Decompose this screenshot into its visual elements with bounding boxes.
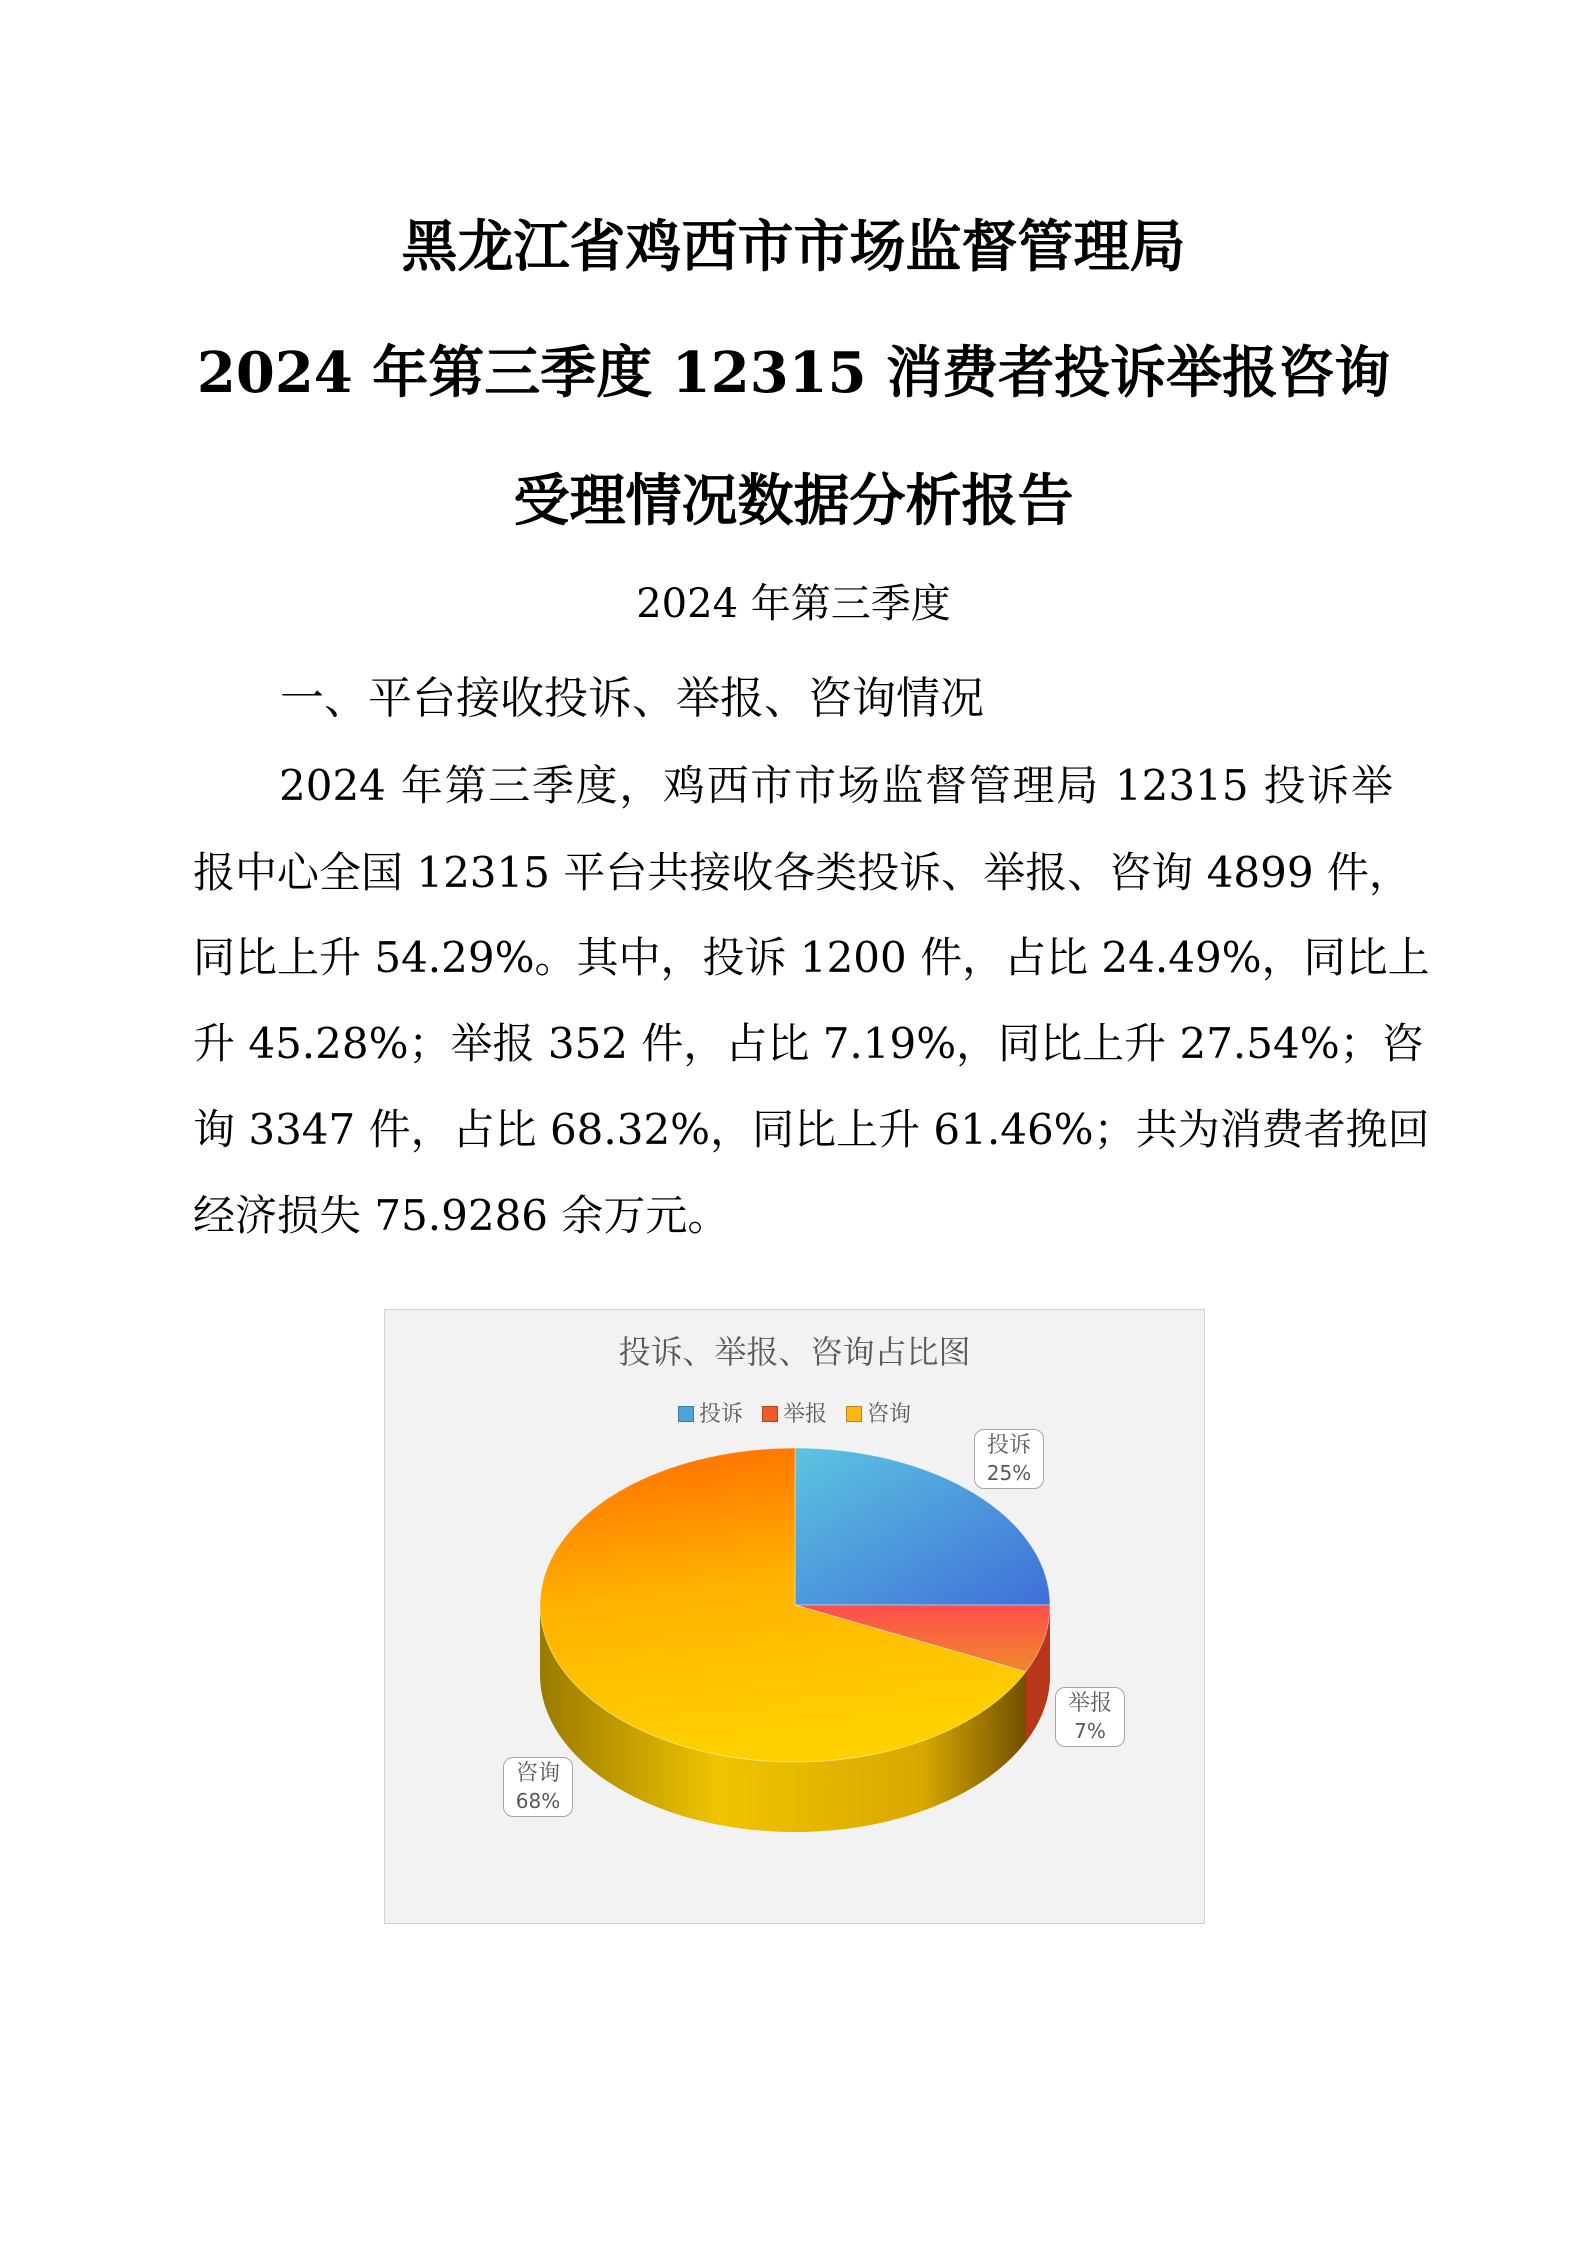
paragraph-line: 询 3347 件，占比 68.32%，同比上升 61.46%；共为消费者挽回 [193,1105,1430,1154]
data-label-value: 68% [515,1789,561,1813]
data-label-name: 咨询 [515,1761,560,1786]
paragraph-line: 升 45.28%；举报 352 件，占比 7.19%，同比上升 27.54%；咨 [193,1019,1424,1068]
legend-label-report: 举报 [782,1402,827,1427]
report-period: 2024 年第三季度 [636,581,951,627]
data-label-complaint [974,1429,1044,1489]
data-label-value: 7% [1074,1719,1106,1743]
page-title-line-1: 黑龙江省鸡西市市场监督管理局 [401,214,1186,280]
paragraph-line: 2024 年第三季度，鸡西市市场监督管理局 12315 投诉举 [279,761,1393,810]
paragraph-line: 经济损失 75.9286 余万元。 [193,1191,730,1240]
chart-title: 投诉、举报、咨询占比图 [618,1333,971,1371]
leader-report [1047,1640,1075,1688]
data-label-name: 举报 [1067,1691,1112,1716]
section-heading: 一、平台接收投诉、举报、咨询情况 [280,673,984,724]
page-title-line-2: 2024 年第三季度 12315 消费者投诉举报咨询 [196,340,1391,406]
paragraph-line: 报中心全国 12315 平台共接收各类投诉、举报、咨询 4899 件， [193,848,1411,897]
pie-slices [540,1448,1050,1762]
pie-chart [384,1309,1205,1924]
data-label-consult [503,1757,573,1817]
page-title-line-3: 受理情况数据分析报告 [513,468,1074,534]
pie-chart-graphic [385,1310,1206,1925]
data-label-value: 25% [986,1461,1032,1485]
legend-label-consult: 咨询 [867,1402,912,1427]
data-label-name: 投诉 [986,1433,1031,1458]
legend-label-complaint: 投诉 [698,1402,743,1427]
paragraph-line: 同比上升 54.29%。其中，投诉 1200 件，占比 24.49%，同比上 [193,933,1430,982]
data-label-report [1055,1687,1125,1747]
